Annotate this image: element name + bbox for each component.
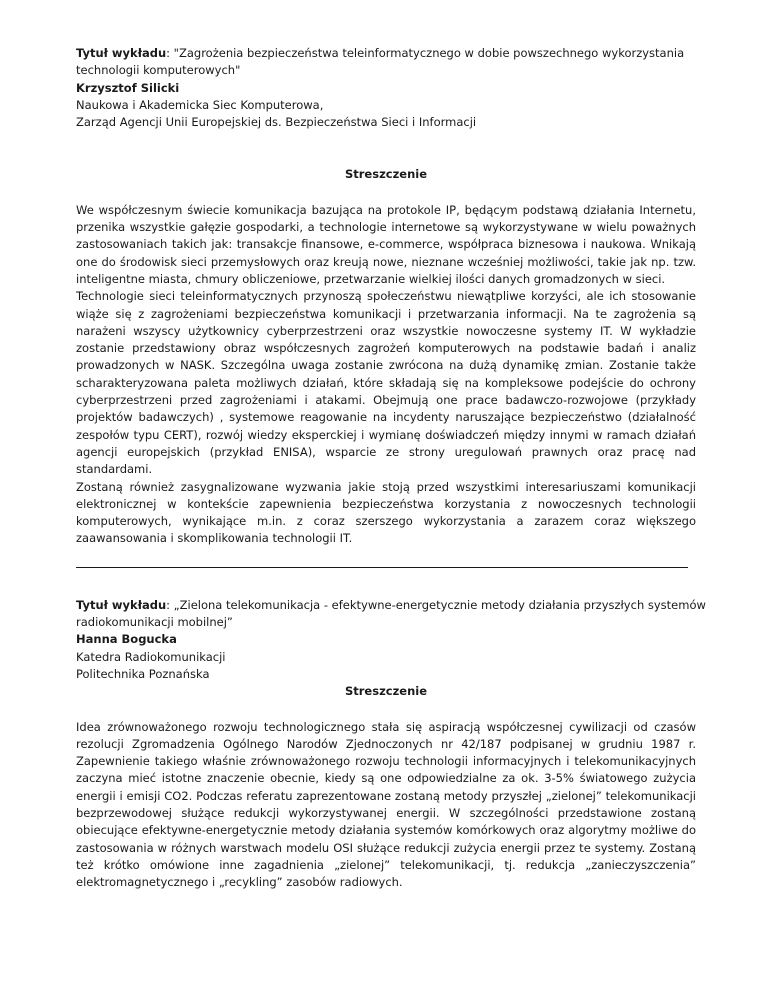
abstract-paragraph: We współczesnym świecie komunikacja bazująca na protokole IP, będącym podstawą działania Internetu, przenika wszystkie gałęzie gospodarki, a technologie internetowe są wykorzystywane w wielu poważnych zastosowaniach takich jak: transakcje finansowe, e-commerce, współpraca biznesowa i naukowa. Wnikają one do środowisk sieci przemysłowych oraz kreują nowe, nieznane wcześniej możliwości, takie jak np. tzw. inteligentne miasta, chmury obliczeniowe, przetwarzanie wielkiej ilości danych gromadzonych w sieci. <box>76 202 696 286</box>
affiliation: Politechnika Poznańska <box>76 666 210 681</box>
lecture-title-cont: technologii komputerowych" <box>76 63 241 78</box>
title-label: Tytuł wykładu <box>76 597 167 612</box>
affiliation: Zarząd Agencji Unii Europejskiej ds. Bezpieczeństwa Sieci i Informacji <box>76 115 477 130</box>
author-name: Hanna Bogucka <box>76 632 177 647</box>
title-label: Tytuł wykładu <box>76 46 167 60</box>
abstract-paragraph: Technologie sieci teleinformatycznych przynoszą społeczeństwu niewątpliwe korzyści, ale ich stosowanie wiąże się z zagrożeniami bezpieczeństwa komunikacji i przetwarzania informacji. Na te zagrożenia są narażeni wszyscy użytkownicy cyberprzestrzeni oraz wszystkie nowoczesne systemy IT. W wykładzie zostanie przedstawiony obraz współczesnych zagrożeń komputerowych na podstawie badań i analiz prowadzonych w NASK. Szczególna uwaga zostanie zwrócona na dużą dynamikę zmian. Zostanie także scharakteryzowana paleta możliwych działań, które składają się na kompleksowe podejście do ochrony cyberprzestrzeni przed zagrożeniami i atakami. Obejmują one prace badawczo-rozwojowe (przykłady projektów badawczych) , systemowe reagowanie na incydenty naruszające bezpieczeństwo (działalność zespołów typu CERT), rozwój wiedzy eksperckiej i wymianę doświadczeń między innymi w ramach działań agencji europejskich (przykład ENISA), wsparcie ze strony uregulowań prawnych oraz pracę nad standardami. <box>76 289 696 477</box>
lecture-title-cont: radiokomunikacji mobilnej” <box>76 615 233 630</box>
lecture-title-line <box>76 597 706 614</box>
abstract-heading: Streszczenie <box>344 684 428 699</box>
affiliation: Katedra Radiokomunikacji <box>76 649 226 664</box>
abstract-paragraph: Zostaną również zasygnalizowane wyzwania jakie stoją przed wszystkimi interesariuszami komunikacji elektronicznej w kontekście zapewnienia bezpieczeństwa korzystania z nowoczesnych technologii komputerowych, wynikające m.in. z coraz szerszego wykorzystania a zarazem coraz większego zaawansowania i skomplikowania technologii IT. <box>76 479 696 546</box>
section-divider <box>76 567 688 568</box>
abstract-heading: Streszczenie <box>344 167 428 182</box>
author-name: Krzysztof Silicki <box>76 80 180 95</box>
affiliation: Naukowa i Akademicka Siec Komputerowa, <box>76 97 324 112</box>
lecture-title: : „Zielona telekomunikacja - efektywne-energetycznie metody działania przyszłych systemów <box>166 597 706 612</box>
lecture-1 <box>76 45 696 548</box>
document-page <box>76 45 706 891</box>
lecture-2 <box>76 597 706 892</box>
abstract-paragraph: Idea zrównoważonego rozwoju technologicznego stała się aspiracją współczesnej cywilizacji od czasów rezolucji Zgromadzenia Ogólnego Narodów Zjednoczonych nr 42/187 podpisanej w grudniu 1987 r. Zapewnienie takiego właśnie zrównoważonego rozwoju technologii informacyjnych i telekomunikacyjnych zaczyna mieć istotne znaczenie obecnie, kiedy są one odpowiedzialne za ok. 3-5% światowego zużycia energii i emisji CO2. Podczas referatu zaprezentowane zostaną metody przyszłej „zielonej” telekomunikacji bezprzewodowej służące redukcji wykorzystywanej energii. W szczególności przedstawione zostaną obiecujące efektywne-energetycznie metody działania systemów komórkowych oraz algorytmy możliwe do zastosowania w różnych warstwach modelu OSI służące redukcji zużycia energii przez te systemy. Zostaną też krótko omówione inne zagadnienia „zielonej” telekomunikacji, tj. redukcja „zanieczyszczenia” elektromagnetycznego i „recykling” zasobów radiowych. <box>76 719 696 890</box>
lecture-title-line <box>76 45 696 62</box>
lecture-title: : "Zagrożenia bezpieczeństwa teleinformatycznego w dobie powszechnego wykorzystania <box>166 46 685 60</box>
